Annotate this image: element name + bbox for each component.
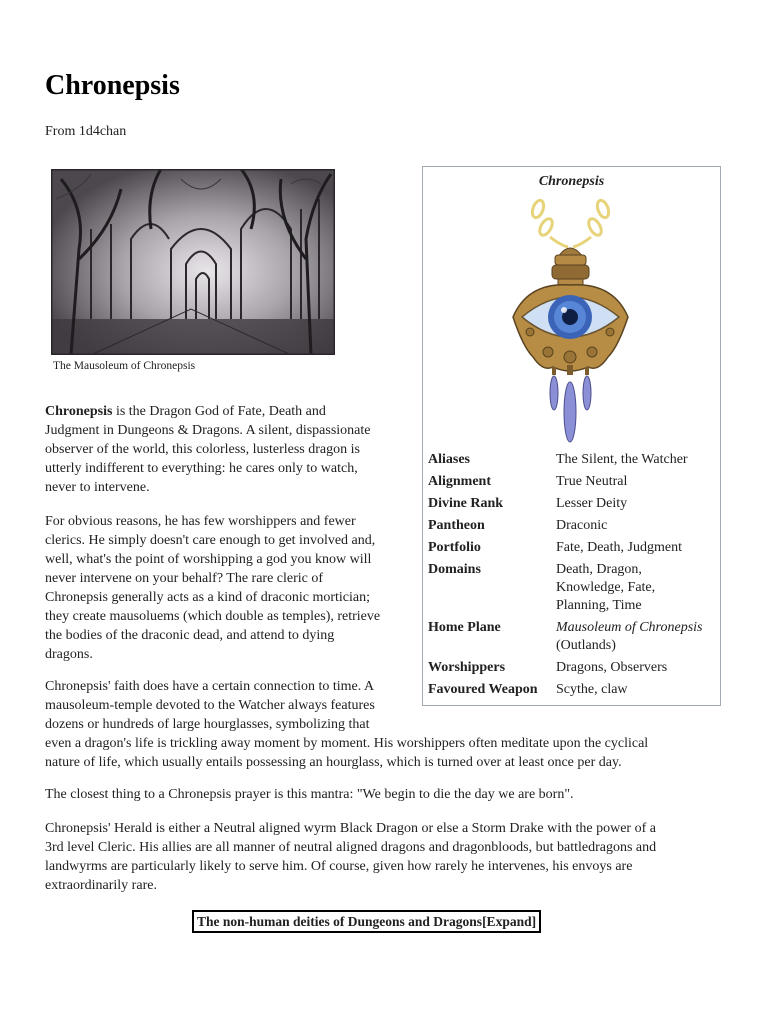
infobox-label: Aliases <box>428 452 470 467</box>
infobox-label: Worshippers <box>428 660 506 675</box>
infobox-value: Dragons, Observers <box>556 660 668 675</box>
text-line: dragons. <box>45 647 93 662</box>
text-line: 3rd level Cleric. His allies are all manner of neutral aligned dragons and dragonbloods, but battledragons and <box>45 840 657 855</box>
text-line: never intervene on your behalf? The rare cleric of <box>45 571 324 586</box>
infobox-row-worshippers <box>428 659 718 677</box>
text-line: Chronepsis generally acts as a kind of draconic mortician; <box>45 590 371 605</box>
infobox-rows <box>428 451 718 699</box>
mausoleum-image[interactable] <box>51 169 335 355</box>
text-line: dozens or hundreds of large hourglasses, symbolizing that <box>45 717 370 732</box>
domain-line: Planning, Time <box>556 598 642 613</box>
infobox-row-portfolio <box>428 539 718 557</box>
infobox-label: Domains <box>428 562 481 577</box>
paragraph-herald <box>45 819 656 895</box>
text-line: mausoleum-temple devoted to the Watcher always features <box>45 698 375 713</box>
domain-line: Knowledge, Fate, <box>556 580 656 595</box>
text-line: never to intervene. <box>45 480 150 495</box>
text-line: well, what's the point of worshipping a god you know will <box>45 552 372 567</box>
infobox-value: Fate, Death, Judgment <box>556 540 682 555</box>
text-line: clerics. He simply doesn't care enough to get involved and, <box>45 533 376 548</box>
text-line: observer of the world, this colorless, lusterless dragon is <box>45 442 360 457</box>
text-line: they create mausoluems (which double as temples), retrieve <box>45 609 381 624</box>
infobox-value: The Silent, the Watcher <box>556 452 688 467</box>
paragraph-worshippers <box>45 512 405 664</box>
image-caption: The Mausoleum of Chronepsis <box>53 360 196 372</box>
infobox-row-aliases <box>428 451 718 469</box>
text-line: the bodies of the draconic dead, and attend to dying <box>45 628 335 643</box>
infobox-label: Home Plane <box>428 620 501 635</box>
infobox-row-pantheon <box>428 517 718 535</box>
eye-amulet-icon <box>508 197 638 452</box>
text-line: landwyrms are particularly likely to serve him. Of course, given how rarely he intervenes, his envoys are <box>45 859 633 874</box>
domain-line: Death, Dragon, <box>556 562 642 577</box>
navbox-expand-link[interactable]: [Expand] <box>482 914 537 929</box>
infobox-title: Chronepsis <box>538 174 605 189</box>
page-title: Chronepsis <box>45 70 180 101</box>
paragraph-time <box>45 677 715 772</box>
mausoleum-illustration <box>51 169 335 355</box>
infobox-value: Lesser Deity <box>556 496 628 511</box>
paragraph-intro <box>45 402 405 497</box>
infobox-value: True Neutral <box>556 474 628 489</box>
holy-symbol-image[interactable] <box>508 197 638 457</box>
infobox-row-alignment <box>428 473 718 491</box>
home-plane-extra: (Outlands) <box>556 638 616 653</box>
text-line: extraordinarily rare. <box>45 878 157 893</box>
text-line: utterly indifferent to everything: he cares only to watch, <box>45 461 358 476</box>
text-line: Chronepsis' faith does have a certain connection to time. A <box>45 679 375 694</box>
infobox-label: Favoured Weapon <box>428 682 538 697</box>
source-tagline: From 1d4chan <box>45 124 127 139</box>
infobox-row-domains <box>428 561 718 615</box>
infobox-label: Portfolio <box>428 540 481 555</box>
navbox-deities <box>192 910 541 933</box>
infobox-value <box>556 561 718 615</box>
infobox-label: Alignment <box>428 474 491 489</box>
subject-name: Chronepsis <box>45 404 113 419</box>
text-line: even a dragon's life is trickling away moment by moment. His worshippers often meditate upon the cyclical <box>45 736 649 751</box>
text-line: is the Dragon God of Fate, Death and <box>112 404 326 419</box>
infobox-label: Pantheon <box>428 518 485 533</box>
infobox-value <box>556 619 718 655</box>
infobox-row-home-plane <box>428 619 718 655</box>
infobox-value: Draconic <box>556 518 608 533</box>
text-line: Chronepsis' Herald is either a Neutral aligned wyrm Black Dragon or else a Storm Drake with the power of a <box>45 821 656 836</box>
infobox-label: Divine Rank <box>428 496 504 511</box>
infobox-value: Scythe, claw <box>556 682 628 697</box>
home-plane-link[interactable]: Mausoleum of Chronepsis <box>556 620 703 635</box>
text-line: nature of life, which usually entails possessing an hourglass, which is turned over at least once per day. <box>45 755 622 770</box>
text-line: Judgment in Dungeons & Dragons. A silent, dispassionate <box>45 423 371 438</box>
navbox-title: The non-human deities of Dungeons and Dragons <box>197 914 483 929</box>
text-line: For obvious reasons, he has few worshippers and fewer <box>45 514 356 529</box>
infobox-row-divine-rank <box>428 495 718 513</box>
paragraph-prayer: The closest thing to a Chronepsis prayer is this mantra: "We begin to die the day we are born". <box>45 787 574 802</box>
infobox <box>422 166 721 706</box>
